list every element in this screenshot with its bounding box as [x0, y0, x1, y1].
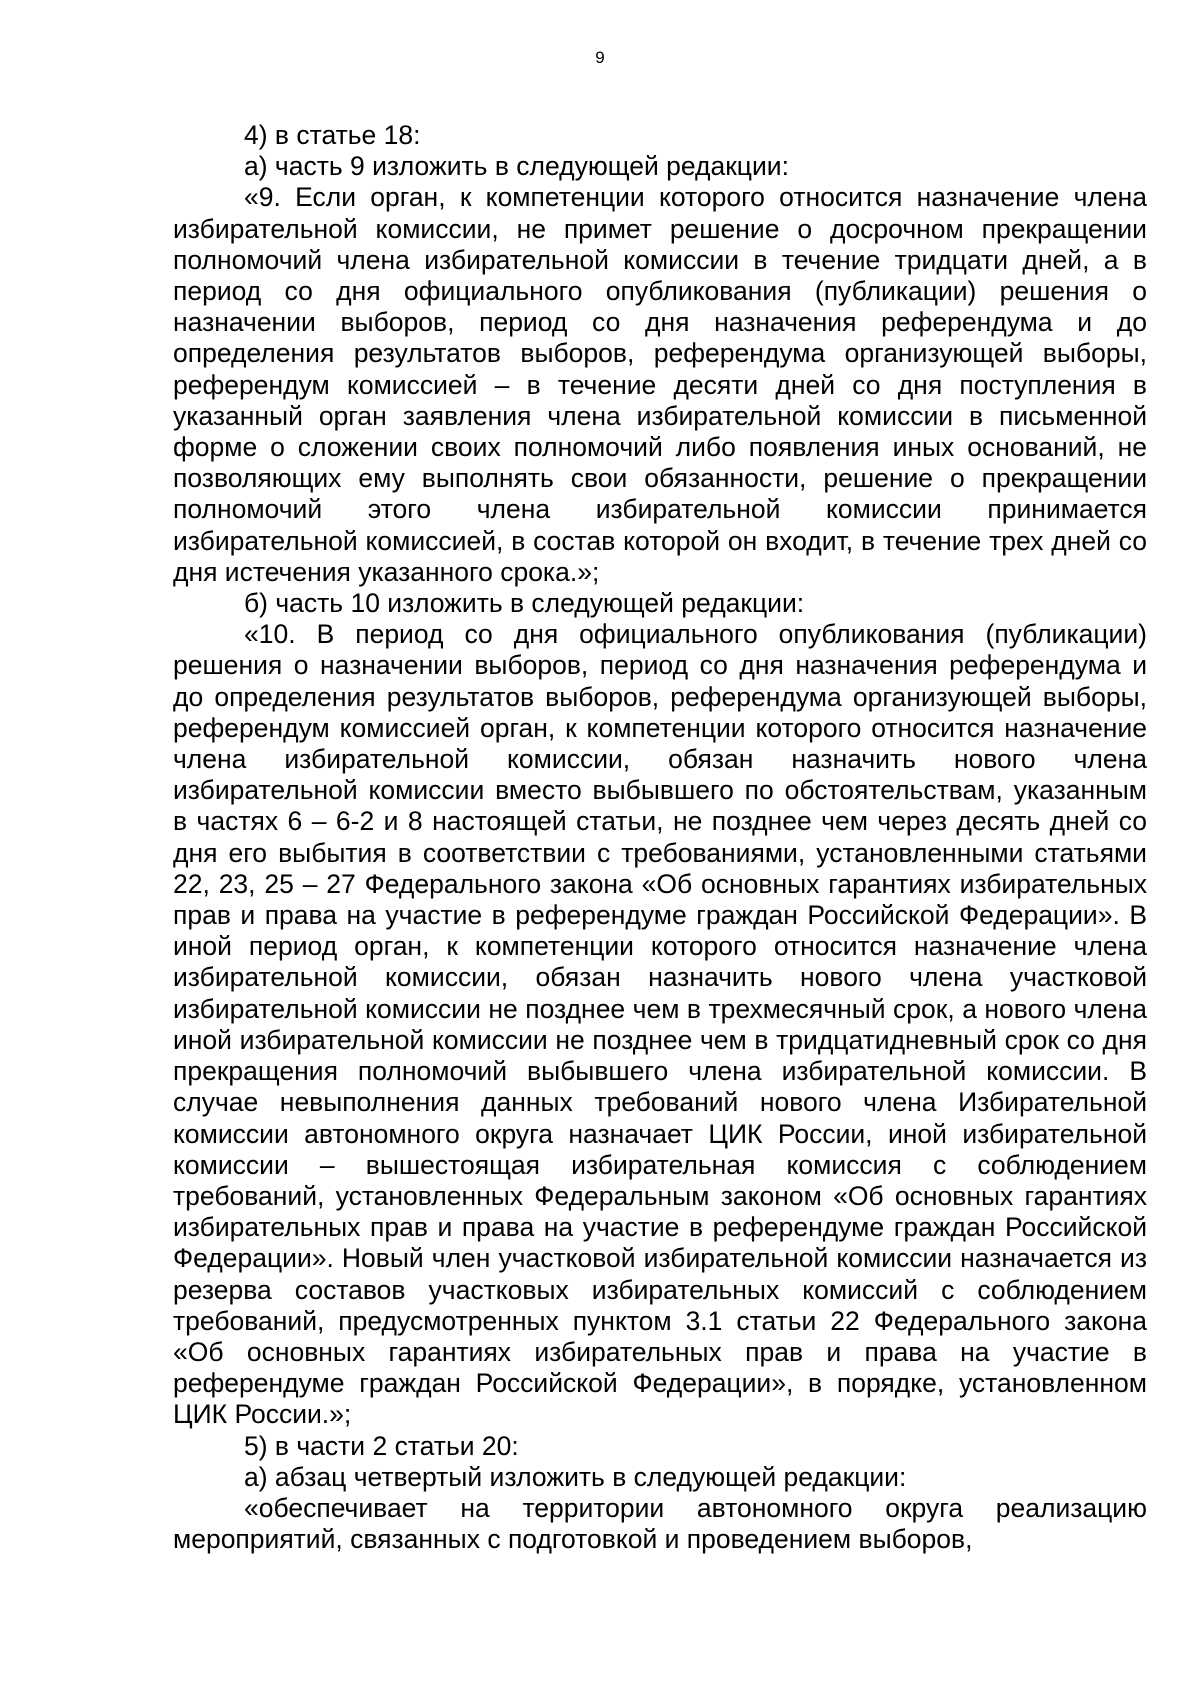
paragraph-part-9-intro: а) часть 9 изложить в следующей редакции: [244, 151, 789, 182]
page-number: 9 [595, 48, 605, 67]
paragraph-part-9-text: «9. Если орган, к компетенции которого относится назначение члена избирательной комиссии, не примет решение о досрочном прекращении полномочий члена избирательной комиссии в течение тридцати дней, а в период со дня официального опубликования (публикации) решения о назначении выборов, период со дня назначения референдума и до определения результатов выборов, референдума организующей выборы, референдум комиссией – в течение десяти дней со дня поступления в указанный орган заявления члена избирательной комиссии в письменной форме о сложении своих полномочий либо появления иных оснований, не позволяющих ему выполнять свои обязанности, решение о прекращении полномочий этого члена избирательной комиссии принимается избирательной комиссией, в состав которой он входит, в течение трех дней со дня истечения указанного срока.»; [173, 182, 1147, 587]
paragraph-abzac-4-intro: а) абзац четвертый изложить в следующей редакции: [244, 1461, 907, 1492]
document-body [173, 120, 1147, 1555]
paragraph-abzac-4-text: «обеспечивает на территории автономного округа реализацию мероприятий, связанных с подготовкой и проведением выборов, [173, 1492, 1147, 1555]
paragraph-article-20-intro: 5) в части 2 статьи 20: [244, 1430, 519, 1461]
paragraph-part-10-intro: б) часть 10 изложить в следующей редакции: [244, 588, 805, 619]
paragraph-part-10-text: «10. В период со дня официального опубликования (публикации) решения о назначении выборов, период со дня назначения референдума и до определения результатов выборов, референдума организующей выборы, референдум комиссией орган, к компетенции которого относится назначение члена избирательной комиссии, обязан назначить нового члена избирательной комиссии вместо выбывшего по обстоятельствам, указанным в частях 6 – 6-2 и 8 настоящей статьи, не позднее чем через десять дней со дня его выбытия в соответствии с требованиями, установленными статьями 22, 23, 25 – 27 Федерального закона «Об основных гарантиях избирательных прав и права на участие в референдуме граждан Российской Федерации». В иной период орган, к компетенции которого относится назначение члена избирательной комиссии, обязан назначить нового члена участковой избирательной комиссии не позднее чем в трехмесячный срок, а нового члена иной избирательной комиссии не позднее чем в тридцатидневный срок со дня прекращения полномочий выбывшего члена избирательной комиссии. В случае невыполнения данных требований нового члена Избирательной комиссии автономного округа назначает ЦИК России, иной избирательной комиссии – вышестоящая избирательная комиссия с соблюдением требований, установленных Федеральным законом «Об основных гарантиях избирательных прав и права на участие в референдуме граждан Российской Федерации». Новый член участковой избирательной комиссии назначается из резерва составов участковых избирательных комиссий с соблюдением требований, предусмотренных пунктом 3.1 статьи 22 Федерального закона «Об основных гарантиях избирательных прав и права на участие в референдуме граждан Российской Федерации», в порядке, установленном ЦИК России.»; [173, 619, 1147, 1430]
paragraph-article-18-intro: 4) в статье 18: [244, 120, 421, 150]
